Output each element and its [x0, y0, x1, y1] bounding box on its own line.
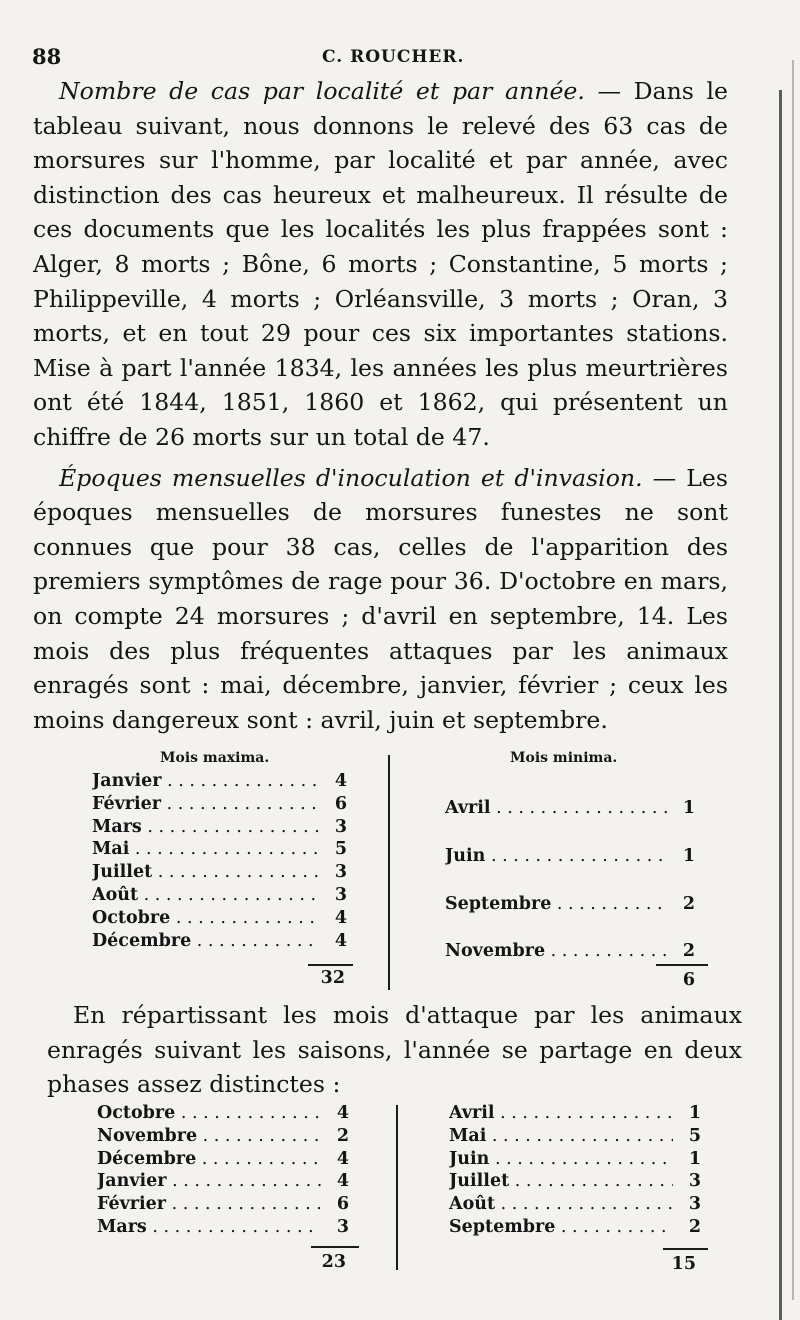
page-number: 88	[32, 44, 62, 69]
month-label: Janvier . . .	[97, 1171, 321, 1191]
paragraph-text: — Dans le tableau suivant, nous donnons le relevé des 63 cas de morsures sur l'homme, par localité et par année, avec distinction des cas heureux et malheureux. Il résulte de ces documents que les localités les plus frappées sont : Alger, 8 morts ; Bône, 6 morts ; Constantine, 5 morts ; Philippeville, 4 morts ; Orléansville, 3 morts ; Oran, 3 morts, et en tout 29 pour ces six importantes stations. Mise à part l'année 1834, les années les plus meurtrières ont été 1844, 1851, 1860 et 1862, qui présentent un chiffre de 26 morts sur un total de 47.	[33, 77, 729, 451]
month-label: Juillet . . .	[449, 1171, 673, 1191]
column-divider	[388, 755, 390, 990]
month-label: Juin . . .	[445, 846, 667, 866]
month-count: 2	[682, 893, 695, 914]
sum-rule	[663, 1248, 708, 1250]
month-label: Août . . .	[449, 1194, 673, 1214]
table-row	[97, 1194, 349, 1217]
month-count: 1	[688, 1103, 701, 1123]
table-row	[92, 931, 347, 954]
sum-rule	[656, 964, 708, 966]
body-text-saisons	[47, 998, 742, 1102]
month-count: 3	[334, 884, 347, 905]
month-count: 4	[334, 930, 347, 951]
month-count: 4	[334, 907, 347, 928]
month-count: 5	[334, 839, 347, 860]
month-label: Avril . . .	[445, 798, 667, 818]
table-ete	[449, 1103, 701, 1240]
month-count: 4	[336, 1148, 349, 1169]
body-text	[33, 74, 728, 737]
total-ete: 15	[671, 1254, 696, 1274]
month-count: 3	[334, 862, 347, 883]
month-count: 3	[336, 1216, 349, 1237]
table-row	[449, 1149, 701, 1172]
paragraph-heading: Époques mensuelles d'inoculation et d'invasion.	[59, 463, 643, 492]
table-row	[92, 771, 347, 794]
table-row	[97, 1149, 349, 1172]
month-count: 3	[688, 1194, 701, 1215]
running-head: C. ROUCHER.	[322, 47, 465, 67]
paragraph-text: — Les époques mensuelles de morsures funestes ne sont connues que pour 38 cas, celles de l'apparition des premiers symptômes de rage pour 36. D'octobre en mars, on compte 24 morsures ; d'avril en septembre, 14. Les mois des plus fréquentes attaques par les animaux enragés sont : mai, décembre, janvier, février ; ceux les moins dangereux sont : avril, juin et septembre.	[33, 463, 728, 734]
table-heading-maxima: Mois maxima.	[160, 750, 270, 766]
month-count: 1	[682, 845, 695, 866]
month-count: 2	[688, 1216, 701, 1237]
table-row	[92, 885, 347, 908]
table-row	[92, 862, 347, 885]
month-count: 4	[336, 1171, 349, 1192]
month-count: 1	[682, 798, 695, 818]
month-label: Mars . . .	[92, 817, 319, 837]
table-row	[92, 817, 347, 840]
month-count: 2	[682, 941, 695, 962]
table-row	[449, 1103, 701, 1126]
month-label: Novembre . . .	[445, 941, 667, 961]
month-label: Décembre . . .	[92, 931, 319, 951]
month-label: Février . . .	[97, 1194, 321, 1214]
table-row	[97, 1103, 349, 1126]
paragraph-heading: Nombre de cas par localité et par année.	[59, 77, 585, 105]
month-label: Août . . .	[92, 885, 319, 905]
month-count: 4	[336, 1103, 349, 1123]
page-edge-shadow-outer	[792, 60, 794, 1300]
month-label: Janvier . . .	[92, 771, 319, 791]
month-count: 6	[336, 1194, 349, 1215]
month-label: Octobre . . .	[97, 1103, 321, 1123]
table-row	[445, 894, 695, 917]
paragraph-localite	[33, 74, 728, 455]
month-label: Juin . . .	[449, 1149, 673, 1169]
month-label: Avril . . .	[449, 1103, 673, 1123]
table-hiver	[97, 1103, 349, 1240]
month-label: Mai . . .	[449, 1126, 673, 1146]
month-label: Mai . . .	[92, 839, 319, 859]
month-label: Septembre . . .	[445, 894, 667, 914]
month-label: Février . . .	[92, 794, 319, 814]
table-row	[445, 798, 695, 821]
total-hiver: 23	[321, 1252, 346, 1272]
month-label: Octobre . . .	[92, 908, 319, 928]
total-maxima: 32	[320, 968, 345, 988]
table-row	[445, 941, 695, 964]
column-divider	[396, 1105, 398, 1270]
table-row	[449, 1171, 701, 1194]
table-row	[445, 846, 695, 869]
page-edge-shadow	[779, 90, 782, 1320]
table-heading-minima: Mois minima.	[510, 750, 618, 766]
sum-rule	[311, 1246, 359, 1248]
sum-rule	[308, 964, 353, 966]
month-count: 2	[336, 1125, 349, 1146]
table-row	[449, 1194, 701, 1217]
paragraph-epoques	[33, 461, 728, 738]
table-row	[97, 1217, 349, 1240]
table-row	[92, 908, 347, 931]
total-minima: 6	[682, 970, 695, 990]
month-count: 3	[688, 1171, 701, 1192]
month-count: 3	[334, 816, 347, 837]
table-row	[97, 1126, 349, 1149]
table-maxima	[92, 771, 347, 953]
month-label: Mars . . .	[97, 1217, 321, 1237]
month-label: Septembre . . .	[449, 1217, 673, 1237]
month-label: Juillet . . .	[92, 862, 319, 882]
table-minima	[445, 798, 695, 989]
month-count: 6	[334, 793, 347, 814]
month-count: 1	[688, 1148, 701, 1169]
table-row	[449, 1217, 701, 1240]
paragraph-saisons: En répartissant les mois d'attaque par les animaux enragés suivant les saisons, l'année se partage en deux phases assez distinctes :	[47, 1001, 742, 1099]
table-row	[92, 839, 347, 862]
month-count: 5	[688, 1125, 701, 1146]
page-header	[32, 44, 732, 72]
month-label: Décembre . . .	[97, 1149, 321, 1169]
month-label: Novembre . . .	[97, 1126, 321, 1146]
table-row	[449, 1126, 701, 1149]
month-count: 4	[334, 771, 347, 791]
table-row	[92, 794, 347, 817]
table-row	[97, 1171, 349, 1194]
